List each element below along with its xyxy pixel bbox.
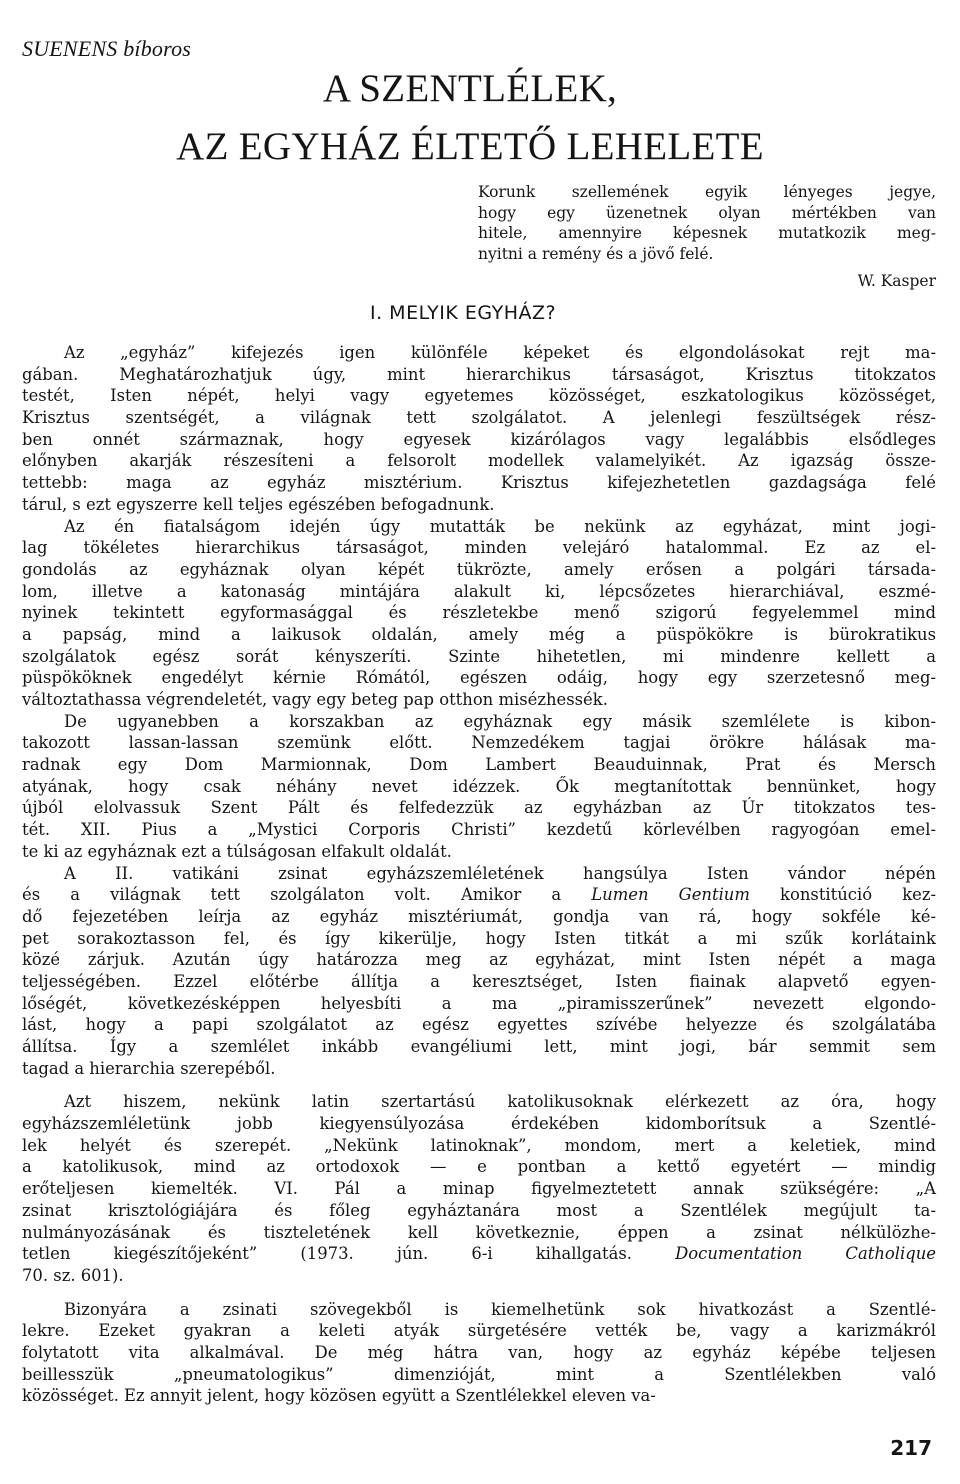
title-line: A SZENTLÉLEK,	[322, 67, 618, 110]
epigraph	[478, 182, 936, 264]
text-line: dő fejezetében leírja az egyház misztériumát, gondja van rá, hogy sokféle ké-	[22, 906, 936, 926]
text-line: püspököknek engedélyt kérnie Rómától, egészen odáig, hogy egy szerzetesnő meg-	[22, 668, 936, 688]
text-line: takozott lassan-lassan szemünk előtt. Nemzedékem tagjai örökre hálásak ma-	[22, 733, 936, 753]
paragraph-gap	[22, 1287, 936, 1299]
text-line: egyházszemléletünk jobb kiegyensúlyozása érdekében kidomborítsuk a Szentlé-	[22, 1114, 936, 1134]
text-line: erőteljesen kiemelték. VI. Pál a minap figyelmeztetett annak szükségére: „A	[22, 1179, 936, 1199]
paragraph	[22, 863, 936, 1080]
text-line: beillesszük „pneumatologikus” dimenzióját, mint a Szentlélekben való	[22, 1364, 936, 1384]
text-line: közösséget. Ez annyit jelent, hogy közösen együtt a Szentlélekkel eleven va-	[22, 1386, 656, 1406]
text-line: pet sorakoztasson fel, és így kikerülje, hogy Isten titkát a mi szűk korlátaink	[22, 928, 936, 948]
text-line: folytatott vita alkalmával. De még hátra van, hogy az egyház képébe teljesen	[22, 1342, 936, 1362]
section-heading: I. MELYIK EGYHÁZ?	[370, 302, 557, 324]
epigraph-author: W. Kasper	[857, 272, 936, 290]
text-line: szolgálatok egész sorát kényszeríti. Szinte hihetetlen, mi mindenre kellett a	[22, 646, 936, 666]
text-line: Az „egyház” kifejezés igen különféle képeket és elgondolásokat rejt ma-	[64, 343, 936, 362]
text-line: lást, hogy a papi szolgálatot az egész egyettes szívébe helyezze és szolgálatába	[22, 1015, 936, 1035]
text-line: nyinek tekintett egyformasággal és részletekbe menő szigorú fegyelemmel mind	[22, 603, 936, 623]
epigraph-line: Korunk szellemének egyik lényeges jegye,	[478, 183, 936, 201]
paragraph	[22, 711, 936, 863]
text-line: a katolikusok, mind az ortodoxok — e pontban a kettő egyetért — mindig	[22, 1157, 936, 1177]
text-line: teljességében. Ezzel előtérbe állítja a keresztséget, Isten fiainak alapvető egyen-	[22, 971, 936, 991]
paragraph	[22, 1091, 936, 1286]
text-line: lekre. Ezeket gyakran a keleti atyák sürgetésére vették be, vagy a karizmákról	[22, 1321, 936, 1341]
text-line: újból elolvassuk Szent Pált és felfedezzük az egyházban az Úr titokzatos tes-	[22, 798, 936, 818]
text-line: Az én fiatalságom idején úgy mutatták be nekünk az egyházat, mint jogi-	[64, 516, 936, 536]
text-line: A II. vatikáni zsinat egyházszemléletének hangsúlya Isten vándor népén	[64, 863, 936, 883]
author-name: SUENENS bíboros	[22, 36, 192, 61]
article-body	[22, 342, 936, 1407]
epigraph-line: hitele, amennyire képesnek mutatkozik meg-	[478, 224, 936, 242]
text-line: közé zárjuk. Azután úgy határozza meg az egyházat, mint Isten népét a maga	[22, 950, 936, 970]
text-line: De ugyanebben a korszakban az egyháznak egy másik szemlélete is kibon-	[64, 711, 936, 731]
paragraph	[22, 516, 936, 711]
text-line: Bizonyára a zsinati szövegekből is kiemelhetünk sok hivatkozást a Szentlé-	[64, 1299, 936, 1319]
text-line: lom, illetve a katonaság mintájára alakult ki, lépcsőzetes hierarchiával, eszmé-	[22, 581, 936, 601]
epigraph-line: nyitni a remény és a jövő felé.	[478, 244, 714, 263]
epigraph-line: hogy egy üzenetnek olyan mértékben van	[478, 203, 936, 222]
paragraph	[22, 342, 936, 516]
text-line: állítsa. Így a szemlélet inkább evangéliumi lett, mint jogi, bár semmit sem	[22, 1037, 936, 1056]
text-line: radnak egy Dom Marmionnak, Dom Lambert Beauduinnak, Prat és Mersch	[22, 755, 936, 775]
text-line: gondolás az egyháznak olyan képét tükrözte, amely erősen a polgári társada-	[22, 559, 936, 579]
text-line: 70. sz. 601).	[22, 1265, 124, 1285]
article-title	[150, 60, 790, 176]
text-line: gában. Meghatározhatjuk úgy, mint hierarchikus társaságot, Krisztus titokzatos	[22, 364, 936, 384]
text-line: nulmányozásának és tiszteletének kell következnie, éppen a zsinat nélkülözhe-	[22, 1222, 936, 1242]
text-line: lőségét, következésképpen helyesbíti a ma „piramisszerűnek” nevezett elgondo-	[22, 993, 936, 1013]
title-line: AZ EGYHÁZ ÉLTETŐ LEHELETE	[176, 125, 764, 168]
text-line: változtathassa végrendeletét, vagy egy beteg pap otthon misézhessék.	[22, 690, 608, 709]
text-line: Azt hiszem, nekünk latin szertartású katolikusoknak elérkezett az óra, hogy	[64, 1092, 936, 1112]
paragraph	[22, 1299, 936, 1407]
text-line: lek helyét és szerepét. „Nekünk latinoknak”, mondom, mert a keletiek, mind	[22, 1135, 936, 1155]
text-line: tettebb: maga az egyház misztérium. Krisztus kifejezhetetlen gazdagsága felé	[22, 473, 936, 493]
text-line: lag tökéletes hierarchikus társaságot, minden velejáró hatalommal. Ez az el-	[22, 538, 936, 558]
page-number: 217	[890, 1436, 932, 1460]
text-line: atyának, hogy csak néhány nevet idézzek. Ők megtanítottak bennünket, hogy	[22, 776, 936, 796]
text-line: és a világnak tett szolgálaton volt. Amikor a Lumen Gentium konstitúció kez-	[22, 885, 937, 905]
text-line: testét, Isten népét, helyi vagy egyetemes közösséget, eszkatologikus közösséget,	[22, 386, 936, 406]
text-line: ben onnét származnak, hogy egyesek kizárólagos vagy legalábbis elsődleges	[22, 429, 936, 449]
text-line: tetlen kiegészítőjeként” (1973. jún. 6-i kihallgatás. Documentation Catholique	[22, 1244, 936, 1264]
text-line: tagad a hierarchia szerepéből.	[22, 1058, 276, 1078]
text-line: előnyben akarják részesíteni a felsorolt modellek valamelyikét. Az igazság össze-	[22, 451, 936, 471]
text-line: tárul, s ezt egyszerre kell teljes egészében befogadnunk.	[22, 494, 495, 514]
text-line: te ki az egyháznak ezt a túlságosan elfakult oldalát.	[22, 841, 452, 861]
text-line: tét. XII. Pius a „Mystici Corporis Christi” kezdetű körlevélben ragyogóan emel-	[22, 820, 936, 840]
paragraph-gap	[22, 1079, 936, 1091]
text-line: zsinat krisztológiájára és főleg egyháztanára most a Szentlélek megújult ta-	[22, 1200, 936, 1220]
text-line: Krisztus szentségét, a világnak tett szolgálatot. A jelenlegi feszültségek rész-	[22, 408, 936, 428]
text-line: a papság, mind a laikusok oldalán, amely még a püspökökre is bürokratikus	[22, 624, 936, 644]
